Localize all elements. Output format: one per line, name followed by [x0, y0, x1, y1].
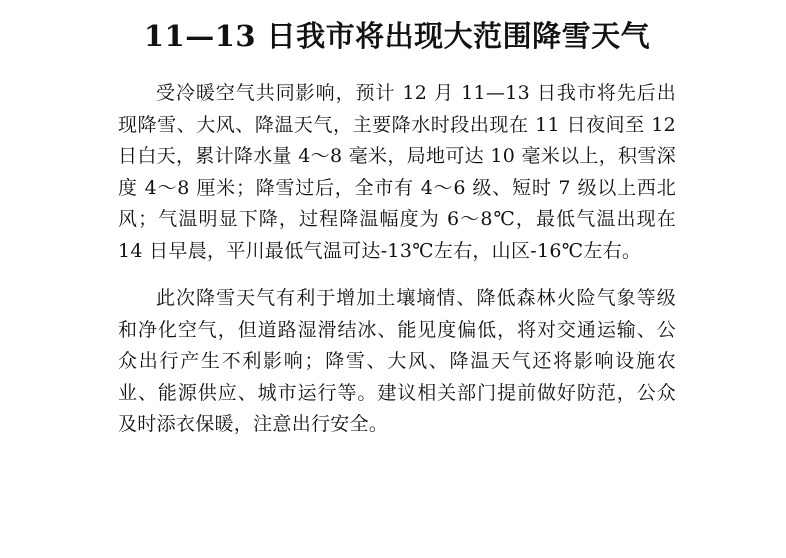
- paragraph-impact-advice: 此次降雪天气有利于增加土壤墒情、降低森林火险气象等级和净化空气，但道路湿滑结冰、能见度偏低，将对交通运输、公众出行产生不利影响；降雪、大风、降温天气还将影响设施农业、能源供应、城市运行等。建议相关部门提前做好防范，公众及时添衣保暖，注意出行安全。: [118, 287, 676, 435]
- article-body: [118, 78, 676, 441]
- paragraph-weather-forecast: 受冷暖空气共同影响，预计 12 月 11—13 日我市将先后出现降雪、大风、降温天气，主要降水时段出现在 11 日夜间至 12 日白天，累计降水量 4～8 毫米，局地可达 10 毫米以上，积雪深度 4～8 厘米；降雪过后，全市有 4～6 级、短时 7 级以上西北风；气温明显下降，过程降温幅度为 6～8℃，最低气温出现在 14 日早晨，平川最低气温可达-13℃左右，山区-16℃左右。: [118, 82, 676, 262]
- page-title: 11—13 日我市将出现大范围降雪天气: [143, 19, 651, 53]
